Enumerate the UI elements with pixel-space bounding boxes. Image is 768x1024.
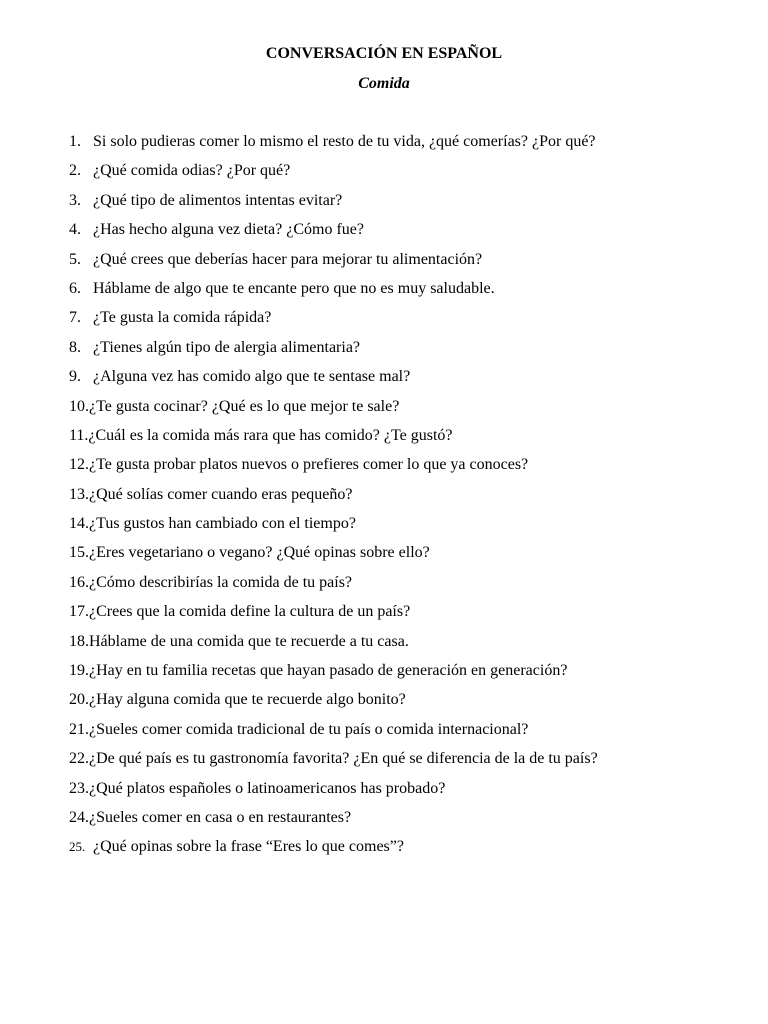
- question-number: 3.: [69, 191, 81, 209]
- question-item: [69, 161, 598, 190]
- question-item: [69, 661, 598, 690]
- question-item: [69, 338, 598, 367]
- question-item: [69, 455, 598, 484]
- question-number: 23.: [69, 779, 89, 797]
- question-number: 19.: [69, 662, 89, 680]
- question-text: ¿Te gusta la comida rápida?: [93, 309, 272, 327]
- question-number: 2.: [69, 162, 81, 180]
- question-number: 22.: [69, 750, 89, 768]
- question-text: ¿Crees que la comida define la cultura de un país?: [89, 603, 411, 621]
- question-text: ¿Te gusta probar platos nuevos o prefieres comer lo que ya conoces?: [89, 456, 529, 474]
- question-item: [69, 720, 598, 749]
- question-number: 13.: [69, 485, 89, 503]
- question-item: [69, 779, 598, 808]
- question-number: 11.: [69, 426, 89, 444]
- question-text: ¿Sueles comer comida tradicional de tu país o comida internacional?: [89, 720, 529, 738]
- question-text: ¿Qué comida odias? ¿Por qué?: [93, 162, 291, 180]
- question-text: ¿Qué solías comer cuando eras pequeño?: [89, 485, 353, 503]
- question-number: 6.: [69, 279, 81, 297]
- question-item: [69, 220, 598, 249]
- question-item: [69, 132, 598, 161]
- question-text: ¿Eres vegetariano o vegano? ¿Qué opinas sobre ello?: [89, 544, 430, 562]
- question-number: 12.: [69, 456, 89, 474]
- question-item: [69, 279, 598, 308]
- question-text: ¿Has hecho alguna vez dieta? ¿Cómo fue?: [93, 221, 364, 239]
- question-number: 8.: [69, 338, 81, 356]
- question-text: ¿Cómo describirías la comida de tu país?: [89, 573, 353, 591]
- question-number: 21.: [69, 720, 89, 738]
- question-list: [69, 132, 598, 867]
- question-text: Háblame de algo que te encante pero que no es muy saludable.: [93, 279, 495, 297]
- question-item: [69, 573, 598, 602]
- question-item: [69, 308, 598, 337]
- question-item: [69, 191, 598, 220]
- question-item: [69, 837, 598, 866]
- question-number: 10.: [69, 397, 89, 415]
- question-number: 7.: [69, 309, 81, 327]
- document-subtitle: Comida: [358, 75, 410, 92]
- document-title: CONVERSACIÓN EN ESPAÑOL: [265, 45, 503, 62]
- question-text: ¿Hay en tu familia recetas que hayan pasado de generación en generación?: [89, 662, 568, 680]
- question-item: [69, 808, 598, 837]
- question-number: 5.: [69, 250, 81, 268]
- question-text: ¿De qué país es tu gastronomía favorita? ¿En qué se diferencia de la de tu país?: [89, 750, 598, 768]
- question-item: [69, 543, 598, 572]
- question-item: [69, 514, 598, 543]
- question-number: 15.: [69, 544, 89, 562]
- question-item: [69, 485, 598, 514]
- question-number: 25.: [69, 839, 86, 855]
- question-text: ¿Qué opinas sobre la frase “Eres lo que comes”?: [93, 838, 404, 856]
- question-item: [69, 749, 598, 778]
- question-number: 16.: [69, 573, 89, 591]
- question-text: Si solo pudieras comer lo mismo el resto de tu vida, ¿qué comerías? ¿Por qué?: [93, 133, 596, 150]
- question-text: ¿Sueles comer en casa o en restaurantes?: [89, 808, 352, 826]
- question-item: [69, 602, 598, 631]
- question-number: 20.: [69, 691, 89, 709]
- question-text: ¿Qué crees que deberías hacer para mejorar tu alimentación?: [93, 250, 483, 268]
- question-text: ¿Hay alguna comida que te recuerde algo bonito?: [89, 691, 406, 709]
- question-text: ¿Cuál es la comida más rara que has comido? ¿Te gustó?: [88, 426, 453, 444]
- question-item: [69, 690, 598, 719]
- question-item: [69, 367, 598, 396]
- question-item: [69, 426, 598, 455]
- question-number: 4.: [69, 221, 81, 239]
- question-number: 1.: [69, 133, 81, 150]
- question-number: 9.: [69, 368, 81, 386]
- question-item: [69, 250, 598, 279]
- question-text: ¿Te gusta cocinar? ¿Qué es lo que mejor te sale?: [89, 397, 400, 415]
- question-text: Háblame de una comida que te recuerde a tu casa.: [89, 632, 409, 650]
- question-text: ¿Alguna vez has comido algo que te sentase mal?: [93, 368, 411, 386]
- question-text: ¿Tienes algún tipo de alergia alimentaria?: [93, 338, 361, 356]
- question-item: [69, 632, 598, 661]
- question-text: ¿Qué tipo de alimentos intentas evitar?: [93, 191, 343, 209]
- question-number: 14.: [69, 515, 89, 533]
- question-text: ¿Qué platos españoles o latinoamericanos has probado?: [89, 779, 446, 797]
- question-text: ¿Tus gustos han cambiado con el tiempo?: [89, 515, 356, 533]
- question-number: 24.: [69, 808, 89, 826]
- question-number: 17.: [69, 603, 89, 621]
- question-number: 18.: [69, 632, 89, 650]
- question-item: [69, 397, 598, 426]
